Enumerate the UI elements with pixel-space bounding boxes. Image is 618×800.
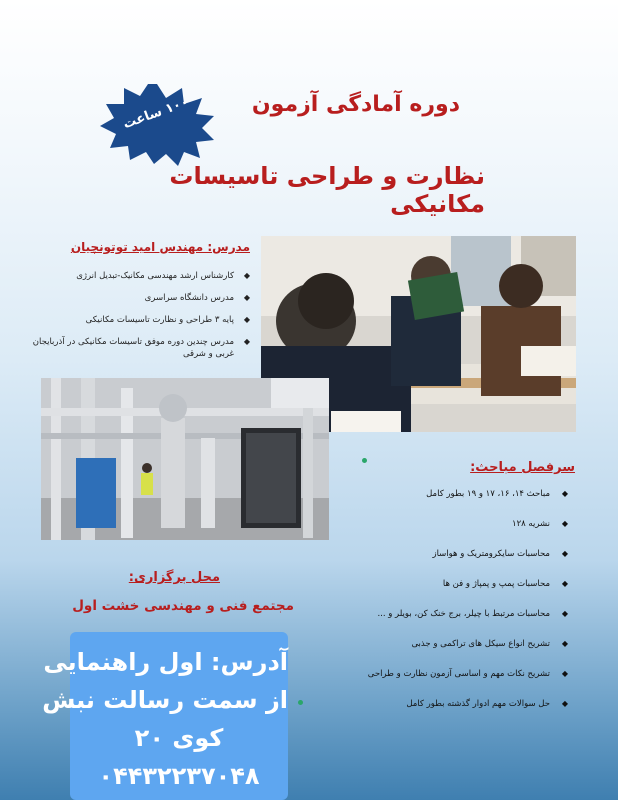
credential-item: ◆ مدرس چندین دوره موفق تاسیسات مکانیکی در آذربایجان غربی و شرقی [18, 336, 250, 360]
instructor-credentials [18, 270, 250, 370]
credential-item: ◆ مدرس دانشگاه سراسری [18, 292, 250, 304]
topic-item: ◆ مباحث ۱۴، ۱۶، ۱۷ و ۱۹ بطور کامل [298, 488, 568, 518]
topics-list [298, 488, 568, 728]
topics-heading: سرفصل مباحث: [470, 460, 575, 475]
topic-item: ◆ حل سوالات مهم ادوار گذشته بطور کامل [298, 698, 568, 728]
phone-number: ۰۴۴۳۲۲۳۷۰۴۸ [98, 762, 260, 790]
address-line1: آدرس: اول راهنمایی [43, 648, 288, 676]
course-title-line2: نظارت و طراحی تاسیسات مکانیکی [169, 162, 485, 218]
course-title-line1: دوره آمادگی آزمون [251, 92, 460, 117]
topic-item: ◆ تشریح انواع سیکل های تراکمی و جذبی [298, 638, 568, 668]
venue-heading: محل برگزاری: [128, 570, 220, 585]
address-box [42, 632, 288, 800]
topic-item: ◆ محاسبات پمپ و پمپاژ و فن ها [298, 578, 568, 608]
badge-hours: ۱۰۰ ساعت [121, 94, 191, 133]
decorative-dot [362, 458, 367, 463]
plant-room-photo [41, 378, 329, 540]
topic-item: ◆ محاسبات مرتبط با چیلر، برج خنک کن، بویلر و ... [298, 608, 568, 638]
topic-item: ◆ نشریه ۱۲۸ [298, 518, 568, 548]
topic-item: ◆ محاسبات سایکرومتریک و هواساز [298, 548, 568, 578]
venue-name: مجتمع فنی و مهندسی خشت اول [72, 598, 294, 614]
address-line3: کوی ۲۰ [134, 724, 224, 752]
instructor-heading: مدرس: مهندس امید توتونچیان [70, 240, 250, 254]
credential-item: ◆ پایه ۳ طراحی و نظارت تاسیسات مکانیکی [18, 314, 250, 326]
address-line2: از سمت رسالت نبش [42, 686, 288, 714]
topic-item: ◆ تشریح نکات مهم و اساسی آزمون نظارت و طراحی [298, 668, 568, 698]
credential-item: ◆ کارشناس ارشد مهندسی مکانیک-تبدیل انرژی [18, 270, 250, 282]
